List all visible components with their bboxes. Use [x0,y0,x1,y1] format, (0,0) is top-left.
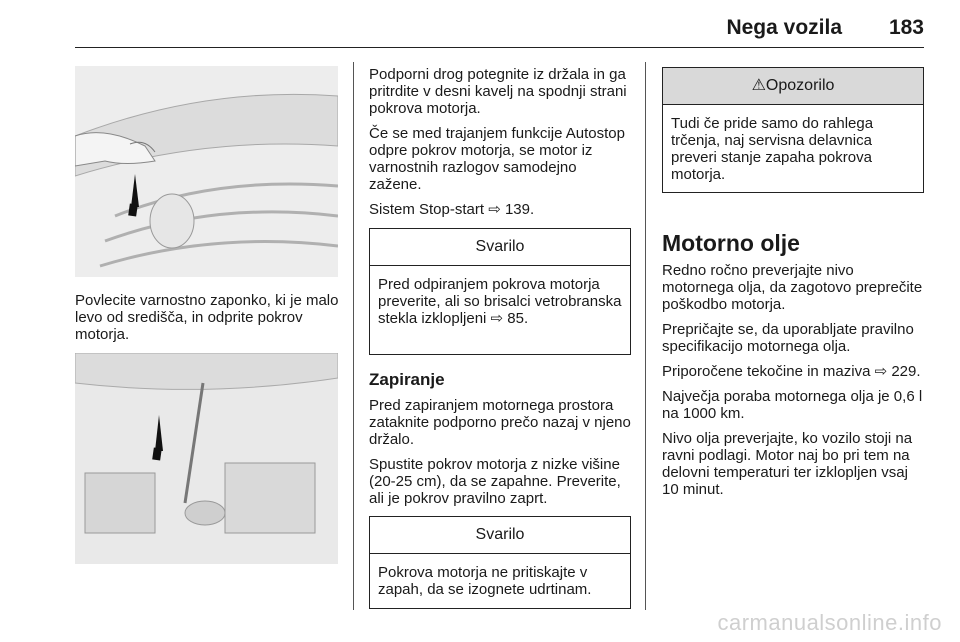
middle-column-lower [369,397,635,515]
page-section-title: Nega vozila [726,16,842,39]
caution-box-1-title: Svarilo [370,229,630,266]
middle-paragraph-1: Podporni drog potegnite iz držala in ga pritrdite v desni kavelj na spodnji strani pokrova motorja. [369,66,627,117]
warning-triangle-icon: ⚠ [751,77,766,94]
middle-column [369,66,633,226]
hood-latch-illustration [75,66,338,277]
warning-box-body: Tudi če pride samo do rahlega trčenja, naj servisna delavnica preveri stanje zapaha pokrova motorja. [671,115,874,183]
warning-box [662,67,924,193]
column-divider-left [353,62,354,610]
warning-title-text: Opozorilo [765,77,835,94]
right-paragraph-3: Priporočene tekočine in maziva ⇨ 229. [662,363,921,380]
right-column-text [662,262,928,506]
warning-box-title [663,68,923,105]
open-hood-illustration [75,353,338,564]
middle-paragraph-5: Spustite pokrov motorja z nizke višine (20-25 cm), da se zapahne. Preverite, ali je pokrov pravilno zaprt. [369,456,621,507]
header-rule [75,47,924,48]
middle-paragraph-3: Sistem Stop-start ⇨ 139. [369,201,535,218]
open-hood-drawing [75,353,338,564]
column-divider-right [645,62,646,610]
caution-box-1-body: Pred odpiranjem pokrova motorja preverite, ali so brisalci vetrobranska stekla izklopljeni ⇨ 85. [378,276,622,327]
caution-box-2-body: Pokrova motorja ne pritiskajte v zapah, da se izognete udrtinam. [378,564,592,598]
section-heading-zapiranje: Zapiranje [369,370,445,389]
right-paragraph-4: Največja poraba motornega olja je 0,6 l na 1000 km. [662,388,923,422]
page-number: 183 [888,16,924,39]
middle-paragraph-4: Pred zapiranjem motornega prostora zataknite podporno prečo nazaj v njeno držalo. [369,397,631,448]
right-paragraph-1: Redno ročno preverjajte nivo motornega olja, da zagotovo preprečite poškodbo motorja. [662,262,923,313]
left-caption: Povlecite varnostno zaponko, ki je malo levo od središča, in odprite pokrov motorja. [75,292,339,343]
right-paragraph-2: Prepričajte se, da uporabljate pravilno specifikacijo motornega olja. [662,321,914,355]
watermark: carmanualsonline.info [717,610,942,635]
caution-box-2-title: Svarilo [370,517,630,554]
middle-paragraph-2: Če se med trajanjem funkcije Autostop odpre pokrov motorja, se motor iz varnostnih razlogov samodejno zažene. [369,125,625,193]
caution-box-1 [369,228,631,355]
caution-box-2 [369,516,631,609]
hood-latch-drawing [75,66,338,277]
section-heading-motorno-olje: Motorno olje [662,230,800,256]
right-paragraph-5: Nivo olja preverjajte, ko vozilo stoji na ravni podlagi. Motor naj bo pri tem na delovni temperaturi ter izklopljen vsaj 10 minut. [662,430,913,498]
